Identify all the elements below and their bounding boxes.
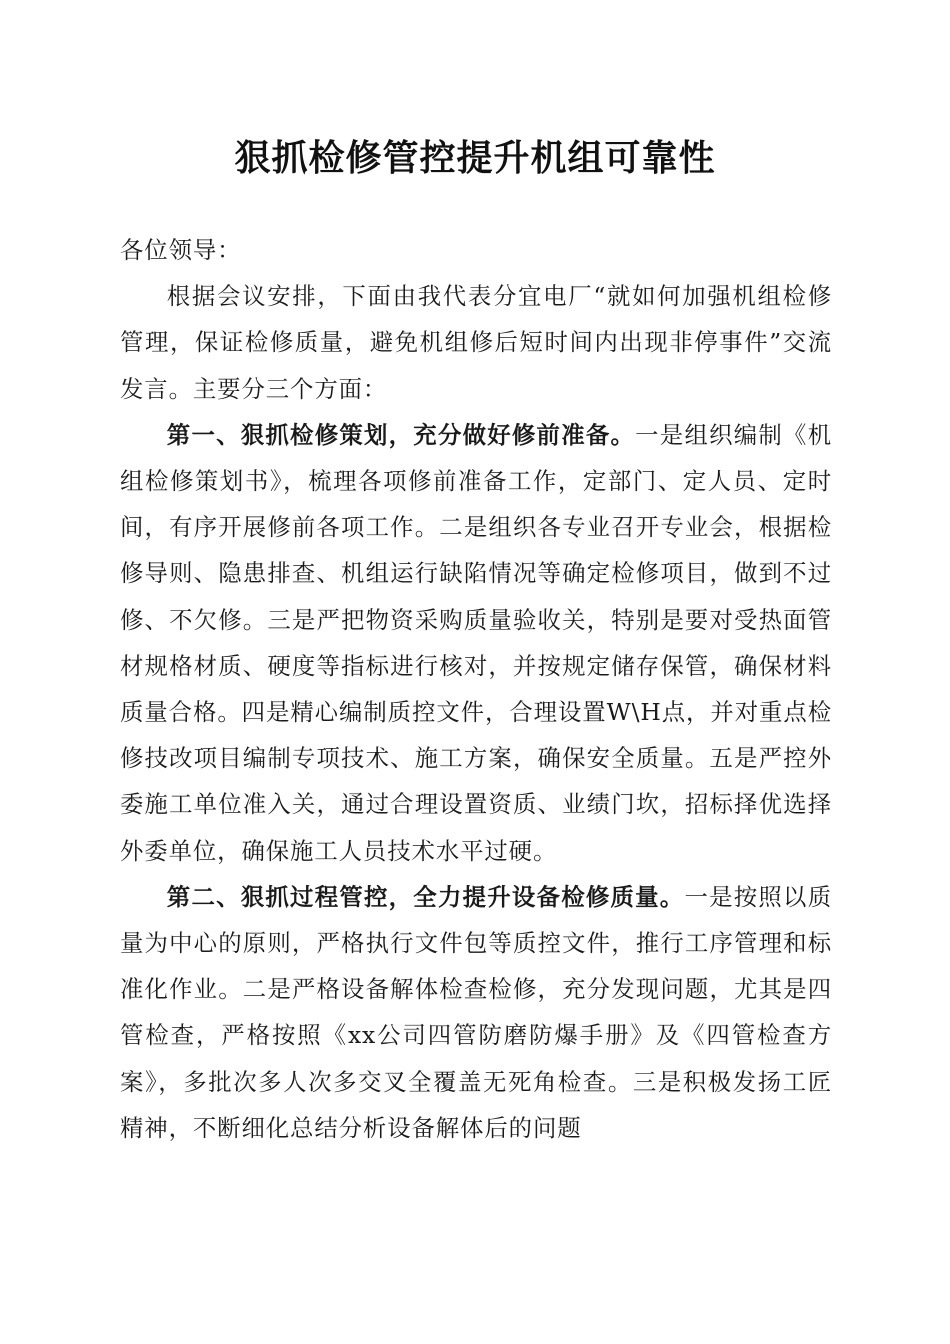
document-title: 狠抓检修管控提升机组可靠性	[234, 137, 716, 179]
section-paragraph-1	[120, 412, 832, 874]
section-heading-2: 第二、狠抓过程管控，全力提升设备检修质量。	[166, 882, 685, 911]
intro-paragraph: 根据会议安排，下面由我代表分宜电厂“就如何加强机组检修管理，保证检修质量，避免机组修后短时间内出现非停事件”交流发言。主要分三个方面：	[120, 282, 832, 403]
section-text-2: 一是按照以质量为中心的原则，严格执行文件包等质控文件，推行工序管理和标准化作业。二是严格设备解体检查检修，充分发现问题，尤其是四管检查，严格按照《xx公司四管防磨防爆手册》及《四管检查方案》，多批次多人次多交叉全覆盖无死角检查。三是积极发扬工匠精神，不断细化总结分析设备解体后的问题	[120, 882, 832, 1142]
salutation: 各位领导：	[120, 236, 242, 264]
section-heading-1: 第一、狠抓检修策划，充分做好修前准备。	[166, 420, 636, 449]
section-text-1: 一是组织编制《机组检修策划书》，梳理各项修前准备工作，定部门、定人员、定时间，有序开展修前各项工作。二是组织各专业召开专业会，根据检修导则、隐患排查、机组运行缺陷情况等确定检修项目，做到不过修、不欠修。三是严把物资采购质量验收关，特别是要对受热面管材规格材质、硬度等指标进行核对，并按规定储存保管，确保材料质量合格。四是精心编制质控文件，合理设置W\H点，并对重点检修技改项目编制专项技术、施工方案，确保安全质量。五是严控外委施工单位准入关，通过合理设置资质、业绩门坎，招标择优选择外委单位，确保施工人员技术水平过硬。	[120, 420, 832, 865]
document-body	[120, 227, 832, 1151]
section-paragraph-2	[120, 874, 832, 1151]
